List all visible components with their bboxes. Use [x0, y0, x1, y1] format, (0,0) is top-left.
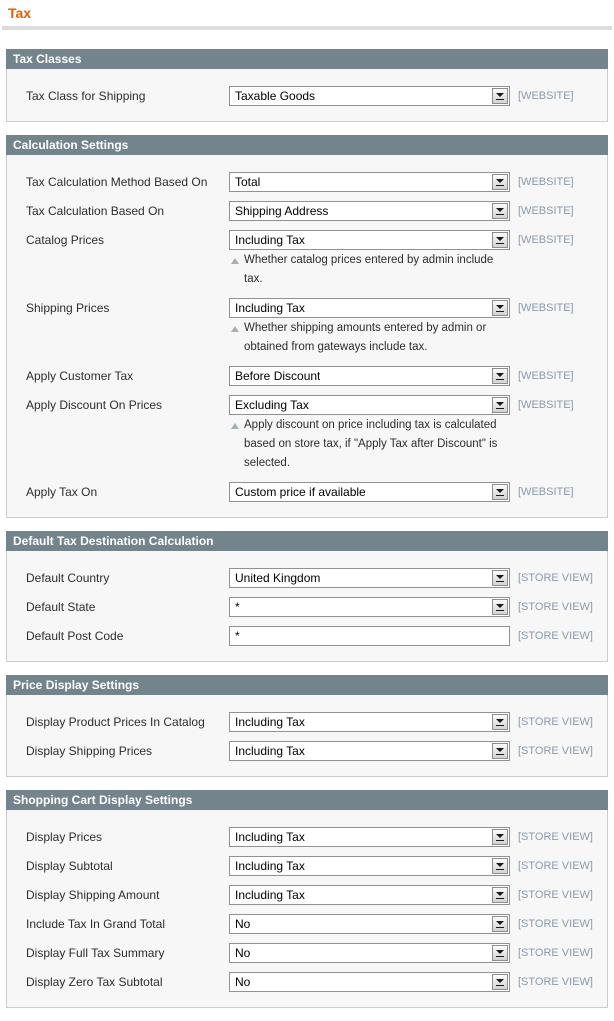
field-label-display-shipping-prices: Display Shipping Prices [26, 744, 153, 758]
down-triangle-glyph [496, 748, 504, 752]
down-triangle-glyph [496, 179, 504, 183]
scope-label: [STORE VIEW] [518, 918, 593, 930]
select-value: No [235, 946, 251, 960]
scope-label: [WEBSITE] [518, 205, 574, 217]
row-display-shipping-prices [7, 741, 607, 761]
tax-class-for-shipping-select[interactable] [229, 86, 510, 106]
apply-discount-on-prices-select[interactable] [229, 395, 510, 415]
field-label-include-tax-in-grand-total: Include Tax In Grand Total [26, 917, 165, 931]
section-header-default-tax-destination-calculation [6, 531, 608, 551]
select-value: Custom price if available [235, 485, 366, 499]
section-header-calculation-settings [6, 135, 608, 155]
down-triangle-glyph [496, 834, 504, 838]
dropdown-arrow-icon[interactable] [492, 232, 508, 248]
row-display-shipping-amount [7, 885, 607, 905]
underline-glyph [496, 610, 504, 611]
field-display-shipping-prices [229, 741, 510, 761]
note-triangle-icon [231, 423, 239, 429]
field-display-prices [229, 827, 510, 847]
display-zero-tax-subtotal-select[interactable] [229, 972, 510, 992]
note-text [244, 416, 497, 473]
row-apply-tax-on [7, 482, 607, 502]
dropdown-arrow-icon[interactable] [492, 397, 508, 413]
row-display-full-tax-summary [7, 943, 607, 963]
dropdown-arrow-icon[interactable] [492, 570, 508, 586]
scope-label: [STORE VIEW] [518, 745, 593, 757]
section-body-price-display-settings [6, 695, 608, 777]
field-default-state [229, 597, 510, 617]
field-label-display-zero-tax-subtotal: Display Zero Tax Subtotal [26, 975, 163, 989]
field-catalog-prices [229, 230, 510, 289]
down-triangle-glyph [496, 305, 504, 309]
field-label-tax-calculation-method-based-on: Tax Calculation Method Based On [26, 175, 208, 189]
field-include-tax-in-grand-total [229, 914, 510, 934]
section-title: Tax Classes [13, 52, 82, 66]
select-value: No [235, 975, 251, 989]
underline-glyph [496, 898, 504, 899]
dropdown-arrow-icon[interactable] [492, 300, 508, 316]
section-default-tax-destination-calculation [6, 531, 608, 662]
field-default-country [229, 568, 510, 588]
field-label-catalog-prices: Catalog Prices [26, 233, 105, 247]
default-state-select[interactable] [229, 597, 510, 617]
select-value: Total [235, 175, 261, 189]
down-triangle-glyph [496, 719, 504, 723]
note-text [244, 251, 510, 289]
row-default-country [7, 568, 607, 588]
select-value: Including Tax [235, 301, 305, 315]
field-display-subtotal [229, 856, 510, 876]
page-title: Tax [8, 5, 32, 21]
dropdown-arrow-icon[interactable] [492, 714, 508, 730]
field-tax-calculation-method-based-on [229, 172, 510, 192]
section-body-shopping-cart-display-settings [6, 810, 608, 1008]
field-label-shipping-prices: Shipping Prices [26, 301, 110, 315]
display-shipping-amount-select[interactable] [229, 885, 510, 905]
row-display-subtotal [7, 856, 607, 876]
underline-glyph [496, 214, 504, 215]
scope-label: [STORE VIEW] [518, 716, 593, 728]
display-shipping-prices-select[interactable] [229, 741, 510, 761]
field-apply-tax-on [229, 482, 510, 502]
underline-glyph [496, 956, 504, 957]
section-header-price-display-settings [6, 675, 608, 695]
shipping-prices-select[interactable] [229, 298, 510, 318]
note-line: selected. [244, 457, 291, 469]
field-label-default-state: Default State [26, 600, 96, 614]
field-display-full-tax-summary [229, 943, 510, 963]
down-triangle-glyph [496, 373, 504, 377]
down-triangle-glyph [496, 489, 504, 493]
row-include-tax-in-grand-total [7, 914, 607, 934]
field-note-apply-discount-on-prices [229, 416, 510, 473]
field-label-tax-calculation-based-on: Tax Calculation Based On [26, 204, 165, 218]
scope-label: [WEBSITE] [518, 302, 574, 314]
display-full-tax-summary-select[interactable] [229, 943, 510, 963]
dropdown-arrow-icon[interactable] [492, 945, 508, 961]
scope-label: [WEBSITE] [518, 399, 574, 411]
underline-glyph [496, 379, 504, 380]
scope-label: [STORE VIEW] [518, 947, 593, 959]
down-triangle-glyph [496, 892, 504, 896]
dropdown-arrow-icon[interactable] [492, 174, 508, 190]
field-apply-customer-tax [229, 366, 510, 386]
section-tax-classes [6, 49, 608, 122]
default-post-code-input[interactable] [229, 626, 510, 646]
underline-glyph [496, 581, 504, 582]
section-header-tax-classes [6, 49, 608, 69]
title-divider [2, 26, 612, 30]
scope-label: [WEBSITE] [518, 90, 574, 102]
down-triangle-glyph [496, 237, 504, 241]
scope-label: [WEBSITE] [518, 486, 574, 498]
field-label-display-prices: Display Prices [26, 830, 103, 844]
field-label-display-full-tax-summary: Display Full Tax Summary [26, 946, 165, 960]
underline-glyph [496, 185, 504, 186]
underline-glyph [496, 985, 504, 986]
dropdown-arrow-icon[interactable] [492, 974, 508, 990]
scope-label: [STORE VIEW] [518, 976, 593, 988]
catalog-prices-select[interactable] [229, 230, 510, 250]
note-line: Whether shipping amounts entered by admin or [244, 322, 487, 334]
section-title: Default Tax Destination Calculation [13, 534, 214, 548]
note-triangle-icon [231, 326, 239, 332]
note-line: Whether catalog prices entered by admin include tax. [244, 254, 494, 285]
field-label-apply-discount-on-prices: Apply Discount On Prices [26, 398, 163, 412]
dropdown-arrow-icon[interactable] [492, 916, 508, 932]
scope-label: [WEBSITE] [518, 370, 574, 382]
dropdown-arrow-icon[interactable] [492, 887, 508, 903]
down-triangle-glyph [496, 604, 504, 608]
field-label-display-shipping-amount: Display Shipping Amount [26, 888, 160, 902]
display-product-prices-in-catalog-select[interactable] [229, 712, 510, 732]
scope-label: [STORE VIEW] [518, 630, 593, 642]
underline-glyph [496, 725, 504, 726]
dropdown-arrow-icon[interactable] [492, 829, 508, 845]
field-label-apply-customer-tax: Apply Customer Tax [26, 369, 134, 383]
field-tax-class-for-shipping [229, 86, 510, 106]
underline-glyph [496, 754, 504, 755]
dropdown-arrow-icon[interactable] [492, 203, 508, 219]
tax-calculation-based-on-select[interactable] [229, 201, 510, 221]
dropdown-arrow-icon[interactable] [492, 743, 508, 759]
down-triangle-glyph [496, 93, 504, 97]
note-line: based on store tax, if "Apply Tax after Discount" is [244, 438, 498, 450]
field-display-shipping-amount [229, 885, 510, 905]
scope-label: [STORE VIEW] [518, 572, 593, 584]
down-triangle-glyph [496, 575, 504, 579]
row-apply-customer-tax [7, 366, 607, 386]
apply-customer-tax-select[interactable] [229, 366, 510, 386]
section-title: Price Display Settings [13, 678, 140, 692]
note-triangle-icon [231, 258, 239, 264]
select-value: Including Tax [235, 233, 305, 247]
underline-glyph [496, 495, 504, 496]
row-default-post-code [7, 626, 607, 646]
field-label-tax-class-for-shipping: Tax Class for Shipping [26, 89, 146, 103]
row-shipping-prices [7, 298, 607, 357]
down-triangle-glyph [496, 863, 504, 867]
section-calculation-settings [6, 135, 608, 518]
row-display-prices [7, 827, 607, 847]
config-sections [0, 49, 614, 1008]
scope-label: [STORE VIEW] [518, 889, 593, 901]
section-body-calculation-settings [6, 155, 608, 518]
scope-label: [STORE VIEW] [518, 831, 593, 843]
field-label-default-country: Default Country [26, 571, 110, 585]
select-value: Taxable Goods [235, 89, 316, 103]
select-value: Including Tax [235, 744, 305, 758]
select-value: Including Tax [235, 888, 305, 902]
underline-glyph [496, 99, 504, 100]
row-catalog-prices [7, 230, 607, 289]
section-header-shopping-cart-display-settings [6, 790, 608, 810]
row-tax-calculation-method-based-on [7, 172, 607, 192]
field-display-zero-tax-subtotal [229, 972, 510, 992]
underline-glyph [496, 311, 504, 312]
dropdown-arrow-icon[interactable] [492, 599, 508, 615]
row-display-zero-tax-subtotal [7, 972, 607, 992]
row-display-product-prices-in-catalog [7, 712, 607, 732]
down-triangle-glyph [496, 402, 504, 406]
down-triangle-glyph [496, 921, 504, 925]
select-value: Including Tax [235, 715, 305, 729]
scope-label: [WEBSITE] [518, 234, 574, 246]
field-apply-discount-on-prices [229, 395, 510, 473]
row-tax-class-for-shipping [7, 86, 607, 106]
section-title: Calculation Settings [13, 138, 129, 152]
section-body-default-tax-destination-calculation [6, 551, 608, 662]
dropdown-arrow-icon[interactable] [492, 88, 508, 104]
down-triangle-glyph [496, 950, 504, 954]
select-value: Before Discount [235, 369, 321, 383]
note-text [244, 319, 486, 357]
note-line: obtained from gateways include tax. [244, 341, 428, 353]
default-country-select[interactable] [229, 568, 510, 588]
select-value: Including Tax [235, 859, 305, 873]
underline-glyph [496, 408, 504, 409]
field-note-shipping-prices [229, 319, 510, 357]
field-label-display-product-prices-in-catalog: Display Product Prices In Catalog [26, 715, 205, 729]
select-value: No [235, 917, 251, 931]
tax-calculation-method-based-on-select[interactable] [229, 172, 510, 192]
include-tax-in-grand-total-select[interactable] [229, 914, 510, 934]
section-body-tax-classes [6, 69, 608, 122]
row-default-state [7, 597, 607, 617]
dropdown-arrow-icon[interactable] [492, 368, 508, 384]
scope-label: [WEBSITE] [518, 176, 574, 188]
display-prices-select[interactable] [229, 827, 510, 847]
scope-label: [STORE VIEW] [518, 601, 593, 613]
select-value: * [235, 600, 240, 614]
field-label-default-post-code: Default Post Code [26, 629, 124, 643]
down-triangle-glyph [496, 208, 504, 212]
down-triangle-glyph [496, 979, 504, 983]
field-label-display-subtotal: Display Subtotal [26, 859, 113, 873]
underline-glyph [496, 840, 504, 841]
scope-label: [STORE VIEW] [518, 860, 593, 872]
underline-glyph [496, 927, 504, 928]
note-line: Apply discount on price including tax is calculated [244, 419, 497, 431]
apply-tax-on-select[interactable] [229, 482, 510, 502]
section-price-display-settings [6, 675, 608, 777]
select-value: Including Tax [235, 830, 305, 844]
field-default-post-code [229, 626, 510, 646]
underline-glyph [496, 243, 504, 244]
row-apply-discount-on-prices [7, 395, 607, 473]
select-value: Shipping Address [235, 204, 329, 218]
section-shopping-cart-display-settings [6, 790, 608, 1008]
field-note-catalog-prices [229, 251, 510, 289]
section-title: Shopping Cart Display Settings [13, 793, 193, 807]
field-label-apply-tax-on: Apply Tax On [26, 485, 98, 499]
row-tax-calculation-based-on [7, 201, 607, 221]
field-display-product-prices-in-catalog [229, 712, 510, 732]
field-shipping-prices [229, 298, 510, 357]
field-tax-calculation-based-on [229, 201, 510, 221]
dropdown-arrow-icon[interactable] [492, 484, 508, 500]
underline-glyph [496, 869, 504, 870]
select-value: United Kingdom [235, 571, 321, 585]
display-subtotal-select[interactable] [229, 856, 510, 876]
select-value: Excluding Tax [235, 398, 309, 412]
dropdown-arrow-icon[interactable] [492, 858, 508, 874]
